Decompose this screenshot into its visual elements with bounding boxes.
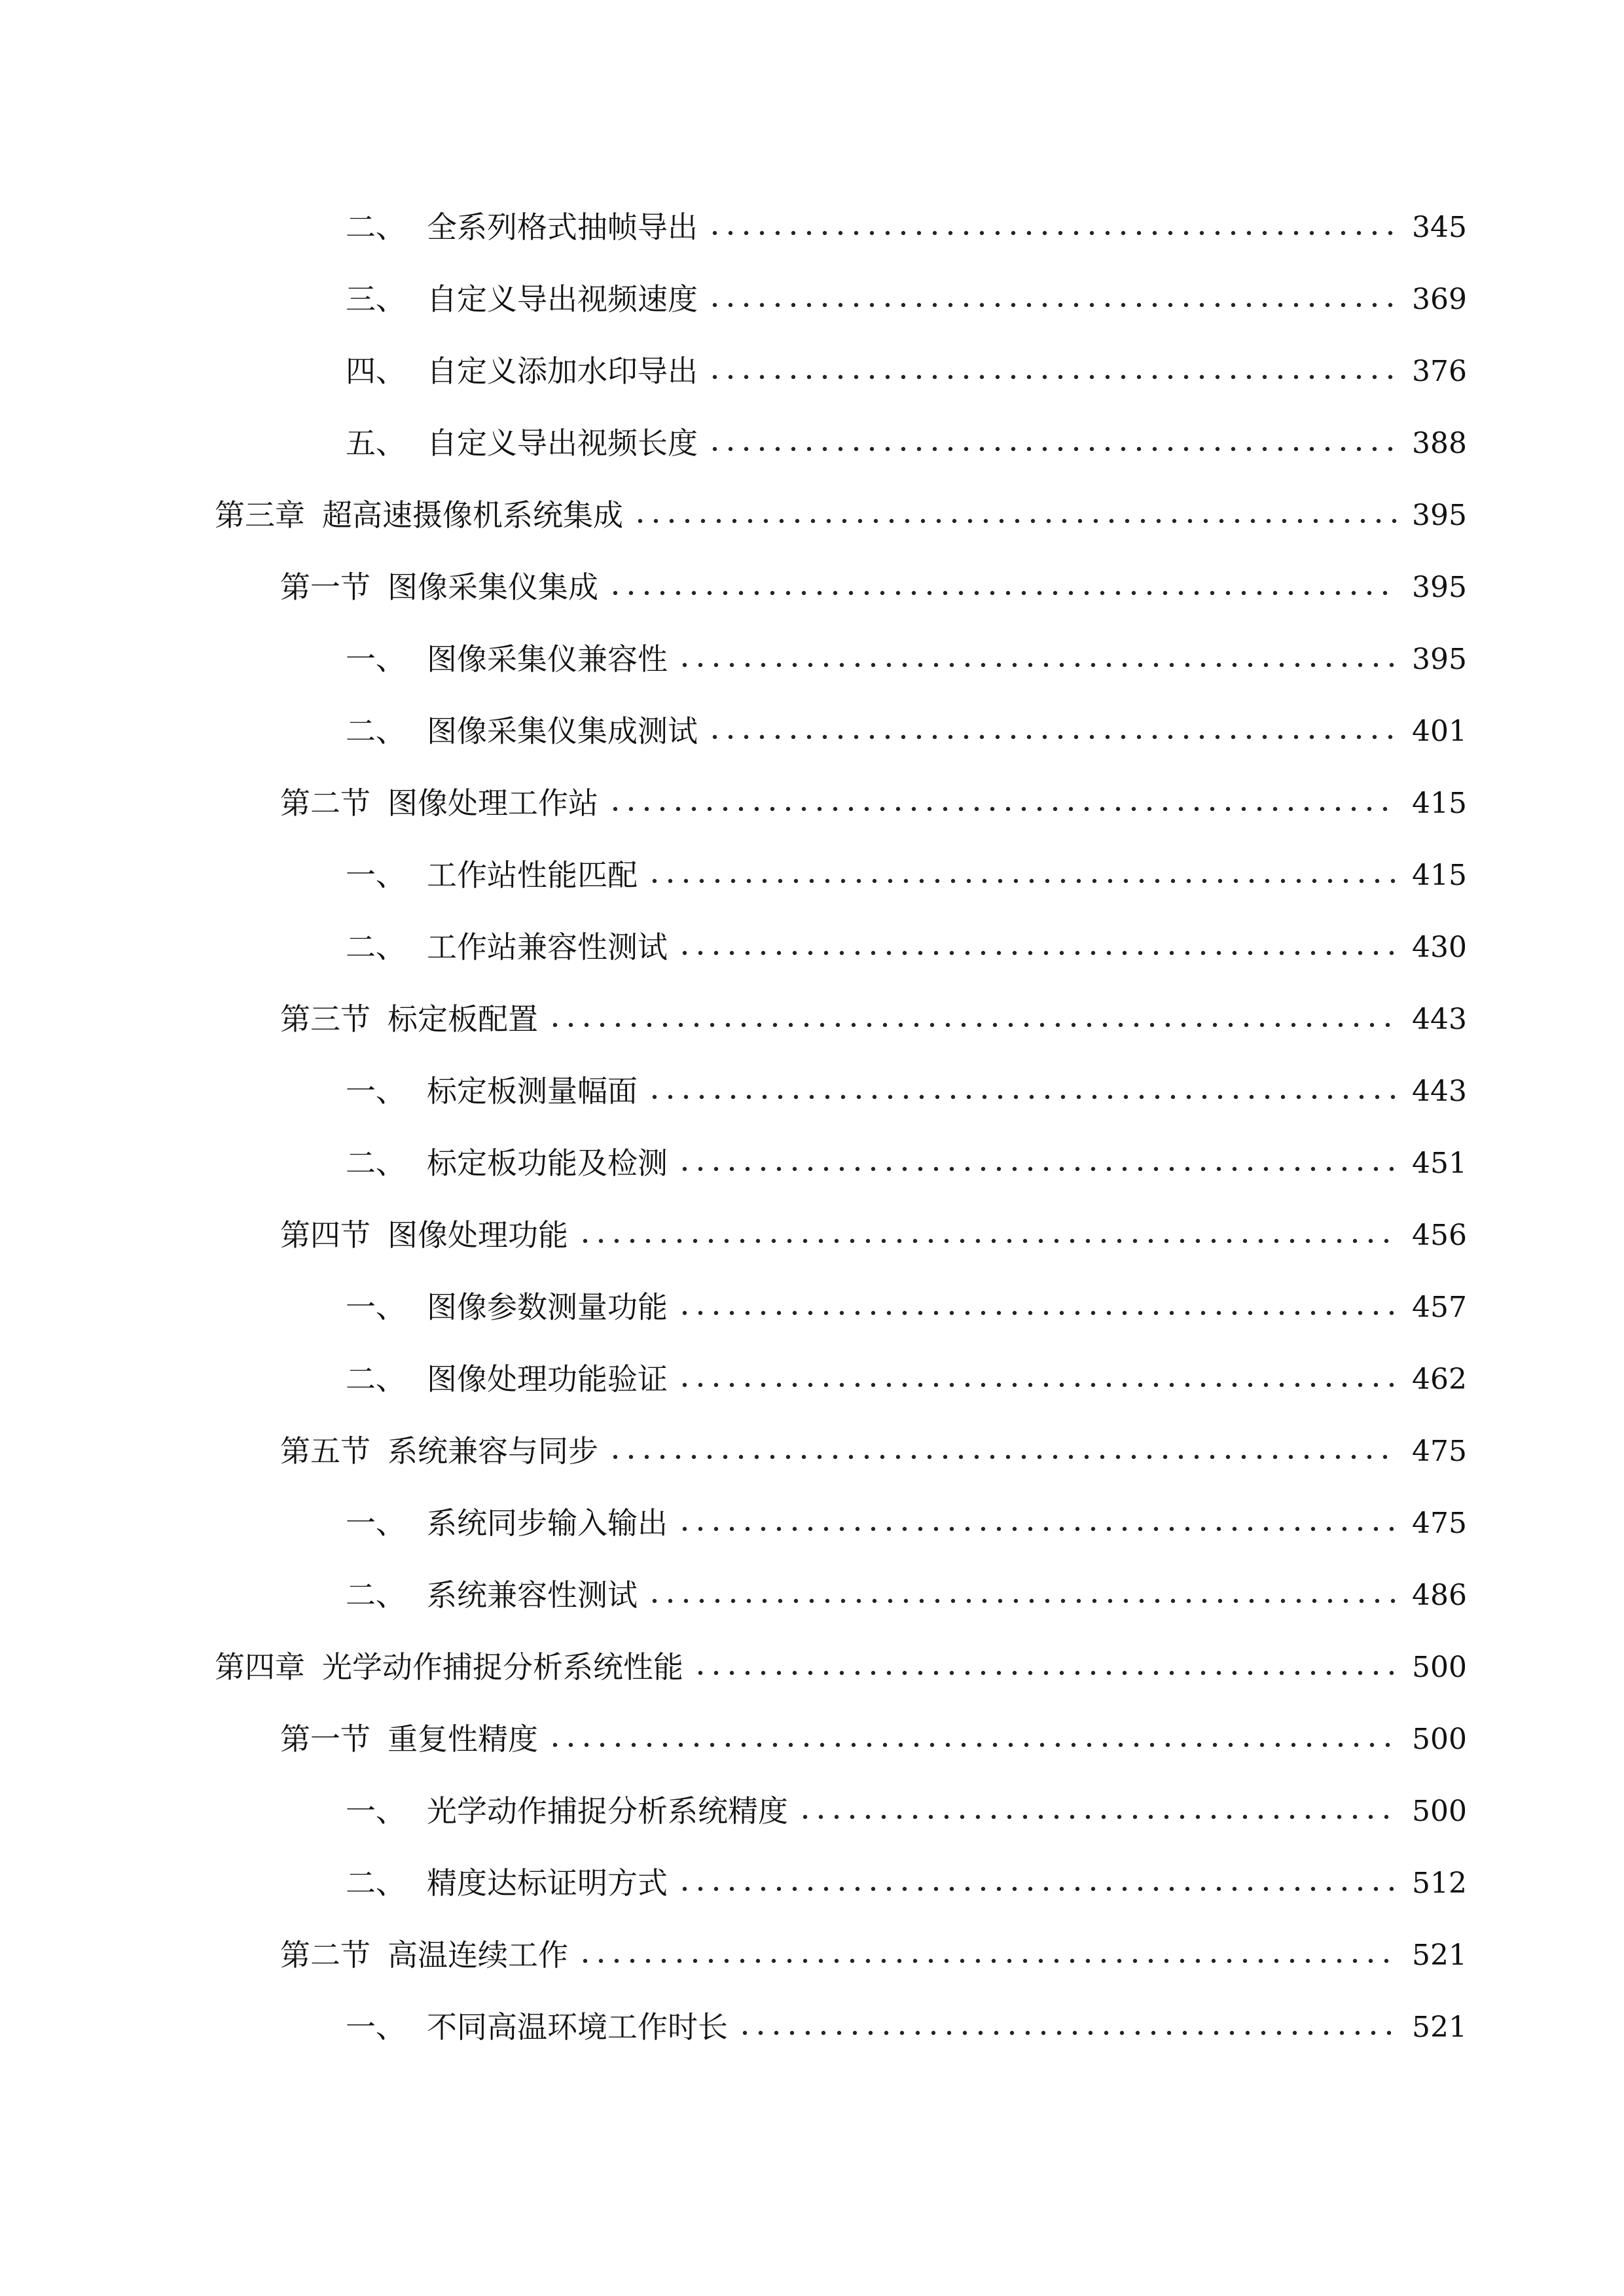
toc-entry-page: 443 — [1412, 1003, 1467, 1036]
toc-entry-section[interactable] — [280, 550, 1467, 605]
toc-entry-title: 自定义添加水印导出 — [427, 353, 698, 389]
toc-entry-page: 376 — [1412, 355, 1467, 388]
toc-entry-number: 第一节 — [280, 569, 370, 605]
toc-entry-page: 443 — [1412, 1075, 1467, 1108]
toc-entry-title: 超高速摄像机系统集成 — [322, 497, 623, 533]
toc-entry[interactable] — [346, 1990, 1467, 2045]
toc-entry-title: 光学动作捕捉分析系统精度 — [427, 1793, 788, 1829]
toc-entry-title: 图像参数测量功能 — [427, 1289, 668, 1325]
toc-entry[interactable] — [346, 1054, 1467, 1109]
toc-entry-page: 500 — [1412, 1795, 1467, 1828]
toc-entry-number: 一、 — [346, 641, 406, 677]
toc-entry[interactable] — [346, 1846, 1467, 1901]
toc-entry-title: 全系列格式抽帧导出 — [427, 209, 698, 245]
toc-entry-page: 388 — [1412, 427, 1467, 460]
toc-entry-page: 457 — [1412, 1291, 1467, 1324]
toc-entry-page: 415 — [1412, 859, 1467, 892]
dot-leader — [693, 1670, 1399, 1676]
toc-entry-section[interactable] — [280, 982, 1467, 1037]
toc-entry-title: 图像采集仪集成 — [388, 569, 598, 605]
dot-leader — [677, 1526, 1399, 1532]
toc-entry-number: 一、 — [346, 1505, 406, 1541]
toc-entry-page: 395 — [1412, 571, 1467, 604]
toc-entry-title: 标定板功能及检测 — [427, 1145, 668, 1181]
dot-leader — [577, 1238, 1399, 1244]
dot-leader — [797, 1814, 1399, 1820]
toc-entry-title: 高温连续工作 — [388, 1937, 568, 1973]
toc-entry-number: 三、 — [346, 281, 406, 317]
toc-entry-number: 二、 — [346, 1577, 406, 1613]
toc-entry-section[interactable] — [280, 1702, 1467, 1757]
toc-entry-page: 521 — [1412, 1939, 1467, 1972]
dot-leader — [577, 1958, 1399, 1964]
toc-entry-section[interactable] — [280, 766, 1467, 821]
dot-leader — [677, 662, 1399, 668]
toc-entry-title: 工作站性能匹配 — [427, 857, 638, 893]
toc-entry-title: 图像处理功能验证 — [427, 1361, 668, 1397]
toc-entry[interactable] — [346, 1486, 1467, 1541]
toc-entry[interactable] — [346, 694, 1467, 749]
toc-entry-page: 451 — [1412, 1147, 1467, 1180]
dot-leader — [707, 302, 1399, 308]
dot-leader — [677, 950, 1399, 956]
toc-entry-page: 369 — [1412, 283, 1467, 316]
toc-entry[interactable] — [346, 1558, 1467, 1613]
toc-entry-number: 二、 — [346, 1865, 406, 1901]
toc-entry-number: 第二节 — [280, 1937, 370, 1973]
toc-entry-title: 系统兼容与同步 — [388, 1433, 598, 1469]
toc-entry-page: 475 — [1412, 1507, 1467, 1540]
toc-entry-page: 512 — [1412, 1867, 1467, 1900]
toc-entry-page: 345 — [1412, 211, 1467, 244]
toc-entry-number: 二、 — [346, 1145, 406, 1181]
toc-entry[interactable] — [346, 910, 1467, 965]
toc-entry-number: 第一节 — [280, 1721, 370, 1757]
dot-leader — [707, 446, 1399, 452]
toc-entry-title: 自定义导出视频速度 — [427, 281, 698, 317]
toc-entry[interactable] — [346, 838, 1467, 893]
dot-leader — [707, 230, 1399, 236]
dot-leader — [632, 518, 1399, 524]
dot-leader — [647, 878, 1399, 884]
toc-entry[interactable] — [346, 334, 1467, 389]
toc-entry[interactable] — [346, 190, 1467, 245]
toc-entry-title: 自定义导出视频长度 — [427, 425, 698, 461]
toc-entry-title: 标定板配置 — [388, 1001, 538, 1037]
toc-entry-page: 462 — [1412, 1363, 1467, 1396]
toc-entry[interactable] — [346, 1270, 1467, 1325]
toc-entry-page: 500 — [1412, 1723, 1467, 1756]
toc-entry-page: 401 — [1412, 715, 1467, 748]
dot-leader — [707, 374, 1399, 380]
toc-entry-page: 430 — [1412, 931, 1467, 964]
dot-leader — [677, 1886, 1399, 1892]
toc-entry-title: 图像处理功能 — [388, 1217, 568, 1253]
toc-entry-number: 第二节 — [280, 785, 370, 821]
toc-entry-title: 图像采集仪集成测试 — [427, 713, 698, 749]
toc-entry-page: 395 — [1412, 643, 1467, 676]
toc-entry[interactable] — [346, 262, 1467, 317]
dot-leader — [737, 2030, 1399, 2036]
toc-entry-number: 第四章 — [215, 1649, 305, 1685]
toc-entry-number: 二、 — [346, 1361, 406, 1397]
toc-entry[interactable] — [346, 622, 1467, 677]
toc-entry-page: 521 — [1412, 2011, 1467, 2044]
toc-entry-page: 486 — [1412, 1579, 1467, 1612]
dot-leader — [547, 1022, 1399, 1028]
toc-entry-section[interactable] — [280, 1414, 1467, 1469]
toc-entry[interactable] — [346, 1342, 1467, 1397]
toc-entry-number: 第三章 — [215, 497, 305, 533]
toc-entry-title: 工作站兼容性测试 — [427, 929, 668, 965]
toc-entry[interactable] — [346, 1126, 1467, 1181]
toc-entry-number: 第三节 — [280, 1001, 370, 1037]
toc-entry-number: 一、 — [346, 1073, 406, 1109]
toc-entry-page: 415 — [1412, 787, 1467, 820]
toc-entry-title: 精度达标证明方式 — [427, 1865, 668, 1901]
dot-leader — [677, 1310, 1399, 1316]
toc-entry[interactable] — [346, 1774, 1467, 1829]
toc-entry-title: 系统兼容性测试 — [427, 1577, 638, 1613]
toc-entry-chapter[interactable] — [215, 478, 1467, 533]
toc-entry-number: 二、 — [346, 713, 406, 749]
toc-entry-page: 500 — [1412, 1651, 1467, 1684]
dot-leader — [547, 1742, 1399, 1748]
toc-entry-number: 一、 — [346, 1289, 406, 1325]
toc-entry-number: 一、 — [346, 1793, 406, 1829]
toc-entry-page: 395 — [1412, 499, 1467, 532]
toc-entry-title: 标定板测量幅面 — [427, 1073, 638, 1109]
toc-entry-number: 四、 — [346, 353, 406, 389]
dot-leader — [607, 1454, 1399, 1460]
toc-entry-number: 二、 — [346, 209, 406, 245]
toc-entry-number: 第四节 — [280, 1217, 370, 1253]
dot-leader — [707, 734, 1399, 740]
dot-leader — [607, 590, 1399, 596]
toc-entry-number: 第五节 — [280, 1433, 370, 1469]
toc-entry-title: 光学动作捕捉分析系统性能 — [322, 1649, 683, 1685]
dot-leader — [607, 806, 1399, 812]
toc-entry-number: 二、 — [346, 929, 406, 965]
toc-entry-title: 重复性精度 — [388, 1721, 538, 1757]
dot-leader — [677, 1382, 1399, 1388]
toc-entry-section[interactable] — [280, 1918, 1467, 1973]
toc-entry-title: 系统同步输入输出 — [427, 1505, 668, 1541]
dot-leader — [677, 1166, 1399, 1172]
toc-entry-chapter[interactable] — [215, 1630, 1467, 1685]
toc-entry-title: 不同高温环境工作时长 — [427, 2009, 728, 2045]
toc-entry-number: 五、 — [346, 425, 406, 461]
toc-entry-page: 475 — [1412, 1435, 1467, 1468]
toc-entry[interactable] — [346, 406, 1467, 461]
dot-leader — [647, 1094, 1399, 1100]
toc-entry-number: 一、 — [346, 857, 406, 893]
dot-leader — [647, 1598, 1399, 1604]
toc-entry-section[interactable] — [280, 1198, 1467, 1253]
toc-entry-title: 图像采集仪兼容性 — [427, 641, 668, 677]
toc-entry-number: 一、 — [346, 2009, 406, 2045]
toc-entry-page: 456 — [1412, 1219, 1467, 1252]
toc-entry-title: 图像处理工作站 — [388, 785, 598, 821]
